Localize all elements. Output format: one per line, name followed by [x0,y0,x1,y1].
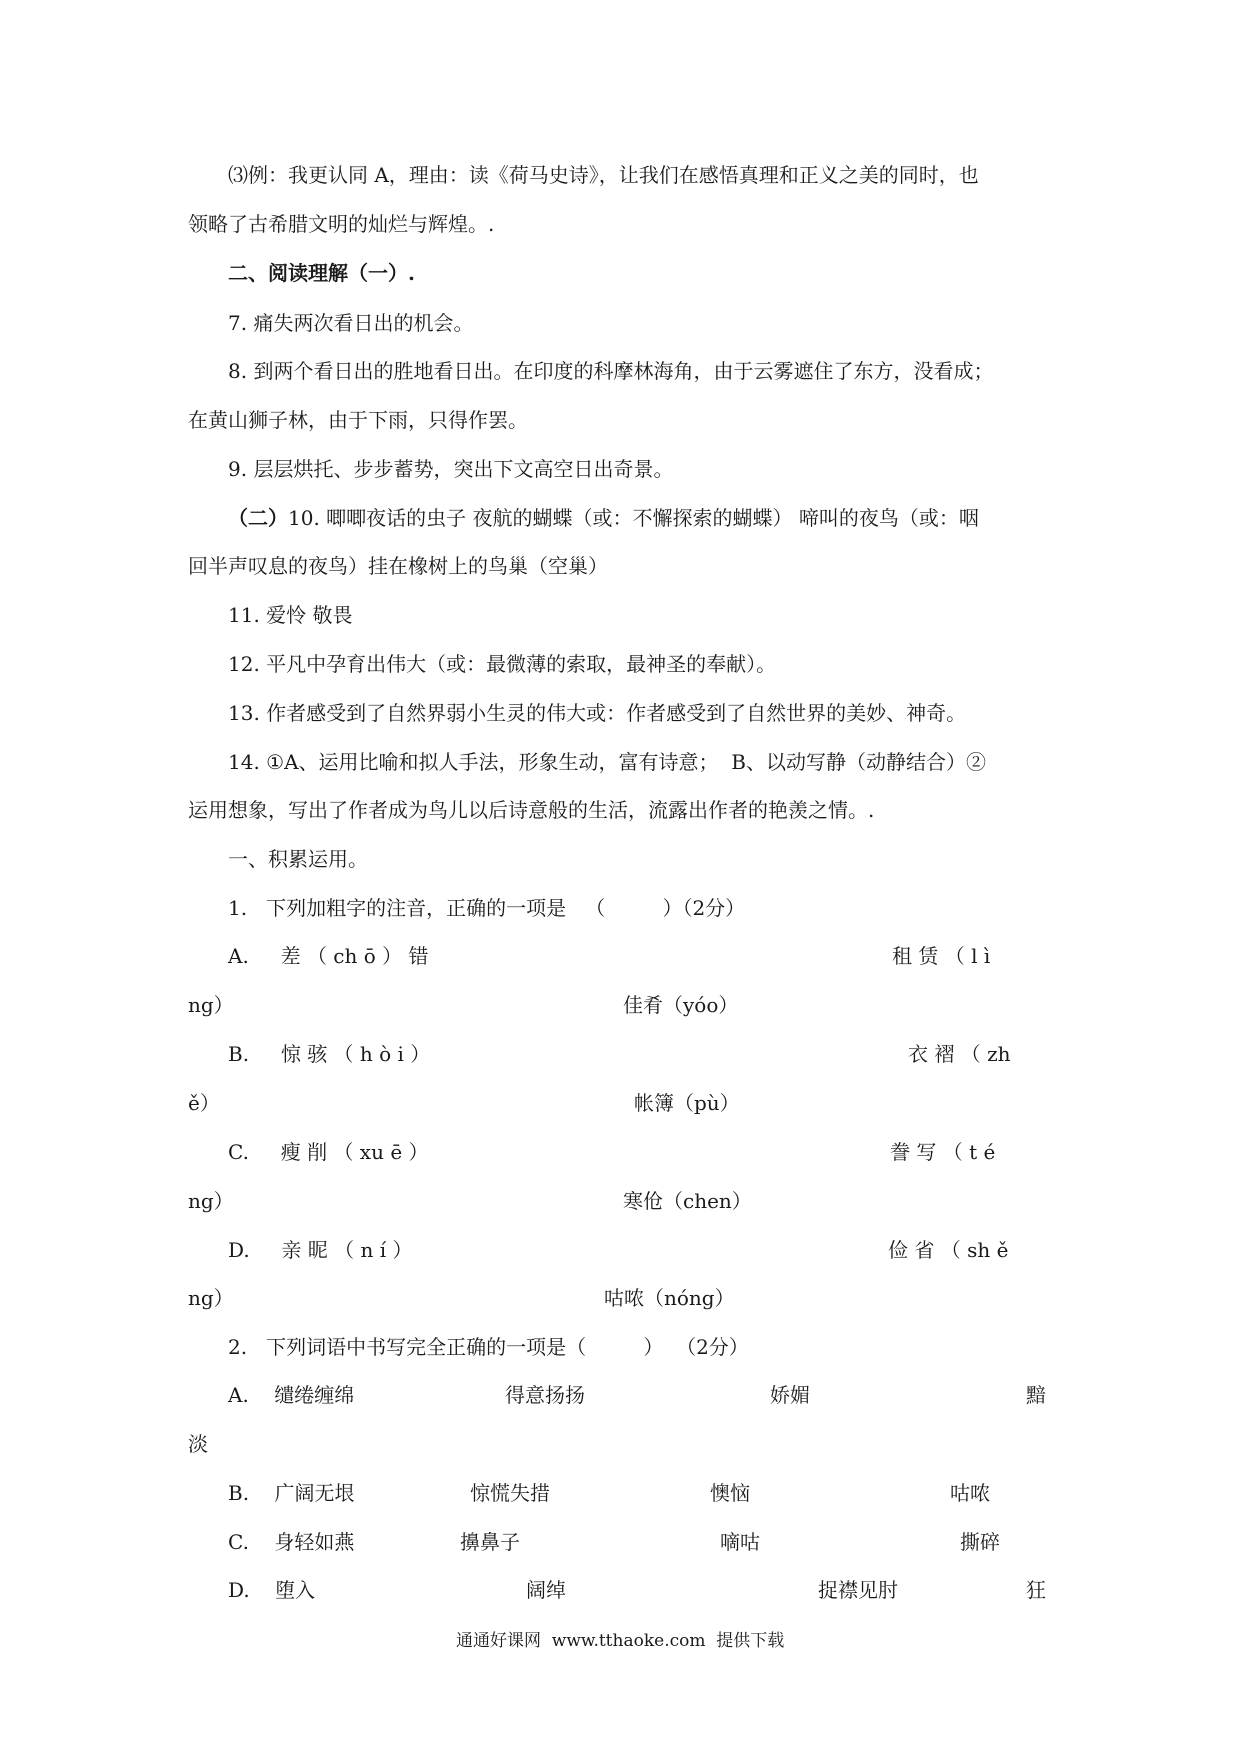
q1-option-c-right: 誊 写 （ t é [890,1140,996,1164]
q2-option-b-word-4: 咕哝 [950,1481,990,1505]
q1-option-a-right: 租 赁 （ l ì [892,944,991,968]
reading-heading: 二、阅读理解（一）. [228,261,415,285]
q1-option-b-left: B. 惊 骇 （ h ò i ） [228,1042,431,1066]
q2-option-b-word-1: B. 广阔无垠 [228,1481,355,1505]
q2-option-a-wrap: 淡 [188,1432,208,1456]
q1-option-b-right: 衣 褶 （ zh [908,1042,1011,1066]
q2-option-d-word-3: 捉襟见肘 [818,1578,898,1602]
answer-10-line-1: 10. 唧唧夜话的虫子 夜航的蝴蝶（或：不懈探索的蝴蝶） 啼叫的夜鸟（或：咽 [288,506,979,530]
answer-10-label: （二） [228,506,288,530]
q2-option-a-word-4: 黯 [1026,1383,1046,1407]
q1-option-c-left: C. 瘦 削 （ xu ē ） [228,1140,429,1164]
q1-option-d-left: D. 亲 昵 （ n í ） [228,1238,413,1262]
answer-8-line-1: 8. 到两个看日出的胜地看日出。在印度的科摩林海角，由于云雾遮住了东方，没看成； [228,359,994,383]
q1-option-d-right: 俭 省 （ sh ě [888,1238,1009,1262]
answer-14-line-2: 运用想象，写出了作者成为鸟儿以后诗意般的生活，流露出作者的艳羡之情。. [188,798,875,822]
q1-option-c-mid: 寒伧（chen） [623,1189,752,1213]
q2-option-d-word-2: 阔绰 [526,1578,566,1602]
q2-option-b-word-2: 惊慌失措 [470,1481,550,1505]
q2-option-d-word-1: D. 堕入 [228,1578,316,1602]
q2-option-d-word-4: 狂 [1026,1578,1046,1602]
q1-option-a-wrap: ng） [188,993,234,1017]
answer-14-line-1: 14. ①A、运用比喻和拟人手法，形象生动，富有诗意； B、以动写静（动静结合）② [228,750,986,774]
q1-option-c-wrap: ng） [188,1189,234,1213]
q1-option-b-mid: 帐簿（pù） [634,1091,740,1115]
answer-10-line-2: 回半声叹息的夜鸟）挂在橡树上的鸟巢（空巢） [188,554,608,578]
q2-option-b-word-3: 懊恼 [710,1481,750,1505]
answer-9: 9. 层层烘托、步步蓄势，突出下文高空日出奇景。 [228,457,674,481]
q2-option-c-word-1: C. 身轻如燕 [228,1530,355,1554]
section-one-heading: 一、积累运用。 [228,847,368,871]
answer-12: 12. 平凡中孕育出伟大（或：最微薄的索取，最神圣的奉献）。 [228,652,777,676]
q1-option-b-wrap: ě） [188,1091,220,1115]
question-2-stem: 2. 下列词语中书写完全正确的一项是（ ） （2分） [228,1335,749,1359]
q2-option-c-word-3: 嘀咕 [720,1530,760,1554]
answer-7: 7. 痛失两次看日出的机会。 [228,311,474,335]
answer-3-line-2: 领略了古希腊文明的灿烂与辉煌。. [188,212,495,236]
q1-option-d-mid: 咕哝（nóng） [604,1286,735,1310]
q2-option-c-word-2: 擤鼻子 [460,1530,520,1554]
question-1-stem: 1. 下列加粗字的注音，正确的一项是 （ ）（2分） [228,896,746,920]
q1-option-a-left: A. 差 （ ch ō ） 错 [228,944,429,968]
q2-option-c-word-4: 撕碎 [960,1530,1000,1554]
q2-option-a-word-2: 得意扬扬 [505,1383,585,1407]
q1-option-d-wrap: ng） [188,1286,234,1310]
q2-option-a-word-1: A. 缱绻缠绵 [228,1383,355,1407]
q1-option-a-mid: 佳肴（yóo） [623,993,739,1017]
answer-3-line-1: ⑶例：我更认同 A，理由：读《荷马史诗》，让我们在感悟真理和正义之美的同时，也 [228,163,979,187]
q2-option-a-word-3: 娇媚 [770,1383,810,1407]
answer-13: 13. 作者感受到了自然界弱小生灵的伟大或：作者感受到了自然世界的美妙、神奇。 [228,701,967,725]
answer-8-line-2: 在黄山狮子林，由于下雨，只得作罢。 [188,408,528,432]
answer-11: 11. 爱怜 敬畏 [228,603,353,627]
page-footer: 通通好课网 www.tthaoke.com 提供下载 [456,1631,785,1651]
